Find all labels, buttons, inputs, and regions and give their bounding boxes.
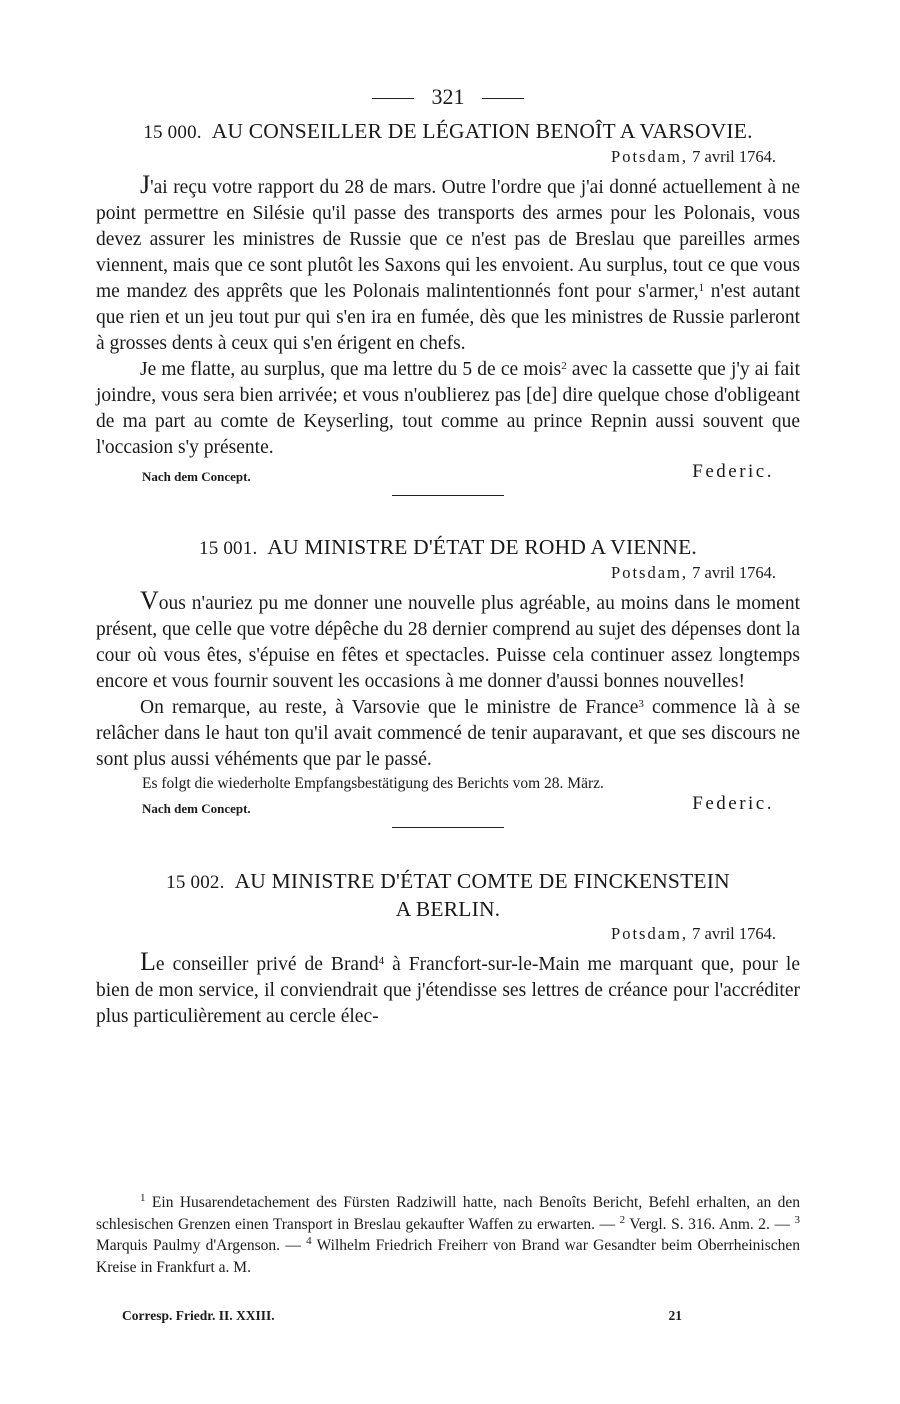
footnote-2: Vergl. S. 316. Anm. 2. xyxy=(629,1215,770,1233)
paragraph-text: Je me flatte, au surplus, que ma lettre du 5 de ce mois xyxy=(140,359,562,380)
footnote-ref: 4 xyxy=(378,955,385,967)
signature: Federic. xyxy=(692,461,774,482)
footnote-ref: 3 xyxy=(638,698,644,710)
footnotes xyxy=(96,1192,800,1278)
paragraph-text: n'est autant que rien et un jeu tout pur qui s'en ira en fumée, dès que les ministres de Russie parleront à grosses dents à ceux qui s'en érigent en chefs. xyxy=(96,281,800,354)
source-note: Nach dem Concept. xyxy=(142,469,251,484)
footnote-separator: — xyxy=(774,1215,790,1233)
paragraph xyxy=(96,588,800,695)
paragraph xyxy=(96,695,800,773)
footnote-4: Wilhelm Friedrich Freiherr von Brand war Gesandter beim Oberrheinischen Kreise in Frankfurt a. M. xyxy=(96,1237,800,1276)
letter-title-continued: A BERLIN. xyxy=(395,897,501,921)
signature: Federic. xyxy=(692,793,774,814)
footnote-mark: 2 xyxy=(619,1213,626,1226)
paragraph-text: e conseiller privé de Brand xyxy=(155,954,379,975)
paragraph-text: On remarque, au reste, à Varsovie que le ministre de France xyxy=(140,697,639,718)
letter-number: 15 001. xyxy=(199,538,258,559)
paragraph-text: ous n'auriez pu me donner une nouvelle plus agréable, au moins dans le moment présent, que celle que votre dépêche du 28 dernier comprend au sujet des dépenses dont la cour où vous êtes, s'épuise en fêtes et spectacles. Puisse cela continuer assez longtemps encore et vous fournir souvent les occasions à me donner d'aussi bonnes nouvelles! xyxy=(96,593,800,692)
footnote-mark: 1 xyxy=(140,1192,146,1204)
letter-15001 xyxy=(96,534,800,828)
paragraph xyxy=(96,949,800,1030)
paragraph xyxy=(96,172,800,357)
letter-title xyxy=(96,868,800,896)
date-place: Potsdam, xyxy=(611,563,688,582)
page-number: 321 xyxy=(431,84,465,109)
paragraph-text: 'ai reçu votre rapport du 28 de mars. Outre l'ordre que j'ai donné actuellement à ne point permettre en Silésie qu'il passe des transports des armes pour les Polonais, vous devez assurer les ministres de Russie que ce n'est pas de Breslau que pareilles armes viennent, mais que ce sont plutôt les Saxons qui les envoient. Au surplus, tout ce que vous me mandez des apprêts que les Polonais malintentionnés font pour s'armer, xyxy=(96,177,800,302)
source-note: Nach dem Concept. xyxy=(142,801,251,816)
paragraph-text: à Francfort-sur-le-Main me marquant que, pour le bien de mon service, il conviendrait que j'étendisse ses lettres de créance pour l'accréditer plus particulièrement au cercle élec- xyxy=(96,954,800,1027)
sheet-signature: 21 xyxy=(668,1308,682,1323)
footnote-mark: 3 xyxy=(794,1213,800,1226)
paragraph xyxy=(96,357,800,461)
dateline xyxy=(96,146,776,168)
series-title: Corresp. Friedr. II. XXIII. xyxy=(122,1308,275,1323)
letter-title xyxy=(96,118,800,146)
initial-letter: V xyxy=(140,586,159,615)
dateline xyxy=(96,562,776,584)
letter-15002 xyxy=(96,868,800,1030)
letter-heading: AU CONSEILLER DE LÉGATION BENOÎT A VARSOVIE. xyxy=(211,119,753,143)
header-dash-right xyxy=(482,98,524,99)
header-dash-left xyxy=(372,98,414,99)
letter-heading: AU MINISTRE D'ÉTAT COMTE DE FINCKENSTEIN xyxy=(234,869,730,893)
date-place: Potsdam, xyxy=(611,924,688,943)
page-body xyxy=(96,84,800,1030)
letter-closing xyxy=(96,793,800,817)
initial-letter: L xyxy=(140,947,156,976)
letter-heading: AU MINISTRE D'ÉTAT DE ROHD A VIENNE. xyxy=(267,535,697,559)
date-text: 7 avril 1764. xyxy=(692,924,776,943)
editorial-note: Es folgt die wiederholte Empfangsbestätigung des Berichts vom 28. März. xyxy=(142,775,604,792)
footnote-separator: — xyxy=(285,1237,301,1254)
initial-letter: J xyxy=(140,170,151,199)
footnote-3: Marquis Paulmy d'Argenson. xyxy=(96,1237,281,1254)
letter-title xyxy=(96,534,800,562)
footnote-block xyxy=(96,1192,800,1278)
page-footer xyxy=(122,1308,682,1324)
footnote-separator: — xyxy=(599,1215,616,1233)
date-text: 7 avril 1764. xyxy=(692,563,776,582)
letter-number: 15 000. xyxy=(143,122,202,143)
section-divider xyxy=(392,827,504,828)
footnote-mark: 4 xyxy=(306,1235,312,1247)
letter-15000 xyxy=(96,118,800,496)
page-header xyxy=(96,84,800,118)
footnote-1: Ein Husarendetachement des Fürsten Radziwill hatte, nach Benoîts Bericht, Befehl erhalten, an den schlesischen Grenzen einen Transport in Breslau gekaufter Waffen zu erwarten. xyxy=(96,1194,801,1233)
dateline xyxy=(96,923,776,945)
letter-closing xyxy=(96,461,800,485)
date-text: 7 avril 1764. xyxy=(692,147,776,166)
paragraph-text: commence là à se relâcher dans le haut ton qu'il avait commencé de tenir auparavant, et que ses discours ne sont plus aussi véhéments que par le passé. xyxy=(96,697,800,770)
letter-number: 15 002. xyxy=(166,872,225,893)
footnote-ref: 1 xyxy=(698,282,705,294)
paragraph-text: avec la cassette que j'y ai fait joindre, vous sera bien arrivée; et vous n'oublierez pas [de] dire quelque chose d'obligeant de ma part au comte de Keyserling, tout comme au prince Repnin aussi souvent que l'occasion s'y présente. xyxy=(96,359,800,458)
section-divider xyxy=(392,495,504,496)
footnote-ref: 2 xyxy=(561,360,567,372)
date-place: Potsdam, xyxy=(611,147,688,166)
